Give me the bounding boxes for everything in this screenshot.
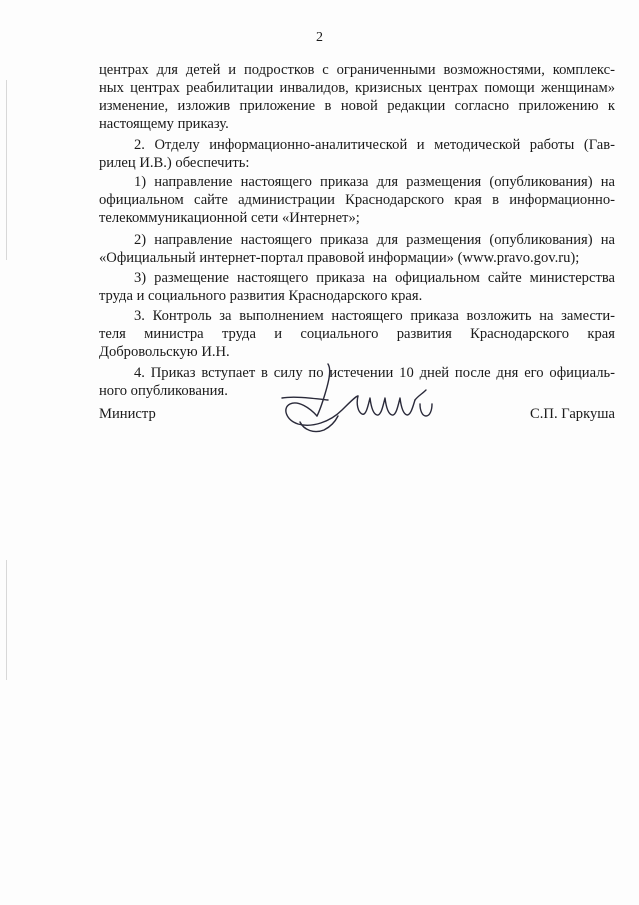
body-line: телекоммуникационной сети «Интернет»; bbox=[99, 210, 360, 226]
body-line: центрах для детей и подростков с ограниченными возможностями, комплекс- bbox=[99, 62, 615, 78]
body-line: 2) направление настоящего приказа для размещения (опубликования) на bbox=[134, 232, 615, 248]
body-line: рилец И.В.) обеспечить: bbox=[99, 155, 250, 171]
body-line: 4. Приказ вступает в силу по истечении 10 дней после дня его официаль- bbox=[134, 365, 615, 381]
signatory-title: Министр bbox=[99, 406, 156, 422]
body-line: Добровольскую И.Н. bbox=[99, 344, 230, 360]
scan-edge-mark bbox=[6, 80, 7, 260]
body-line: настоящему приказу. bbox=[99, 116, 229, 132]
signatory-name: С.П. Гаркуша bbox=[530, 406, 615, 422]
body-line: ных центрах реабилитации инвалидов, кризисных центрах помощи женщинам» bbox=[99, 80, 615, 96]
body-line: 2. Отделу информационно-аналитической и методической работы (Гав- bbox=[134, 137, 615, 153]
body-line: труда и социального развития Краснодарского края. bbox=[99, 288, 423, 304]
body-line: официальном сайте администрации Краснодарского края в информационно- bbox=[99, 192, 615, 208]
body-line: 1) направление настоящего приказа для размещения (опубликования) на bbox=[134, 174, 615, 190]
body-line: 3) размещение настоящего приказа на официальном сайте министерства bbox=[134, 270, 615, 286]
body-line: 3. Контроль за выполнением настоящего приказа возложить на замести- bbox=[134, 308, 615, 324]
page-number: 2 bbox=[316, 30, 323, 45]
handwritten-signature bbox=[270, 360, 445, 455]
body-line: «Официальный интернет-портал правовой информации» (www.pravo.gov.ru); bbox=[99, 250, 580, 266]
body-line: ного опубликования. bbox=[99, 383, 228, 399]
body-line: изменение, изложив приложение в новой редакции согласно приложению к bbox=[99, 98, 615, 114]
body-line: теля министра труда и социального развития Краснодарского края bbox=[99, 326, 615, 342]
scan-edge-mark bbox=[6, 560, 7, 680]
